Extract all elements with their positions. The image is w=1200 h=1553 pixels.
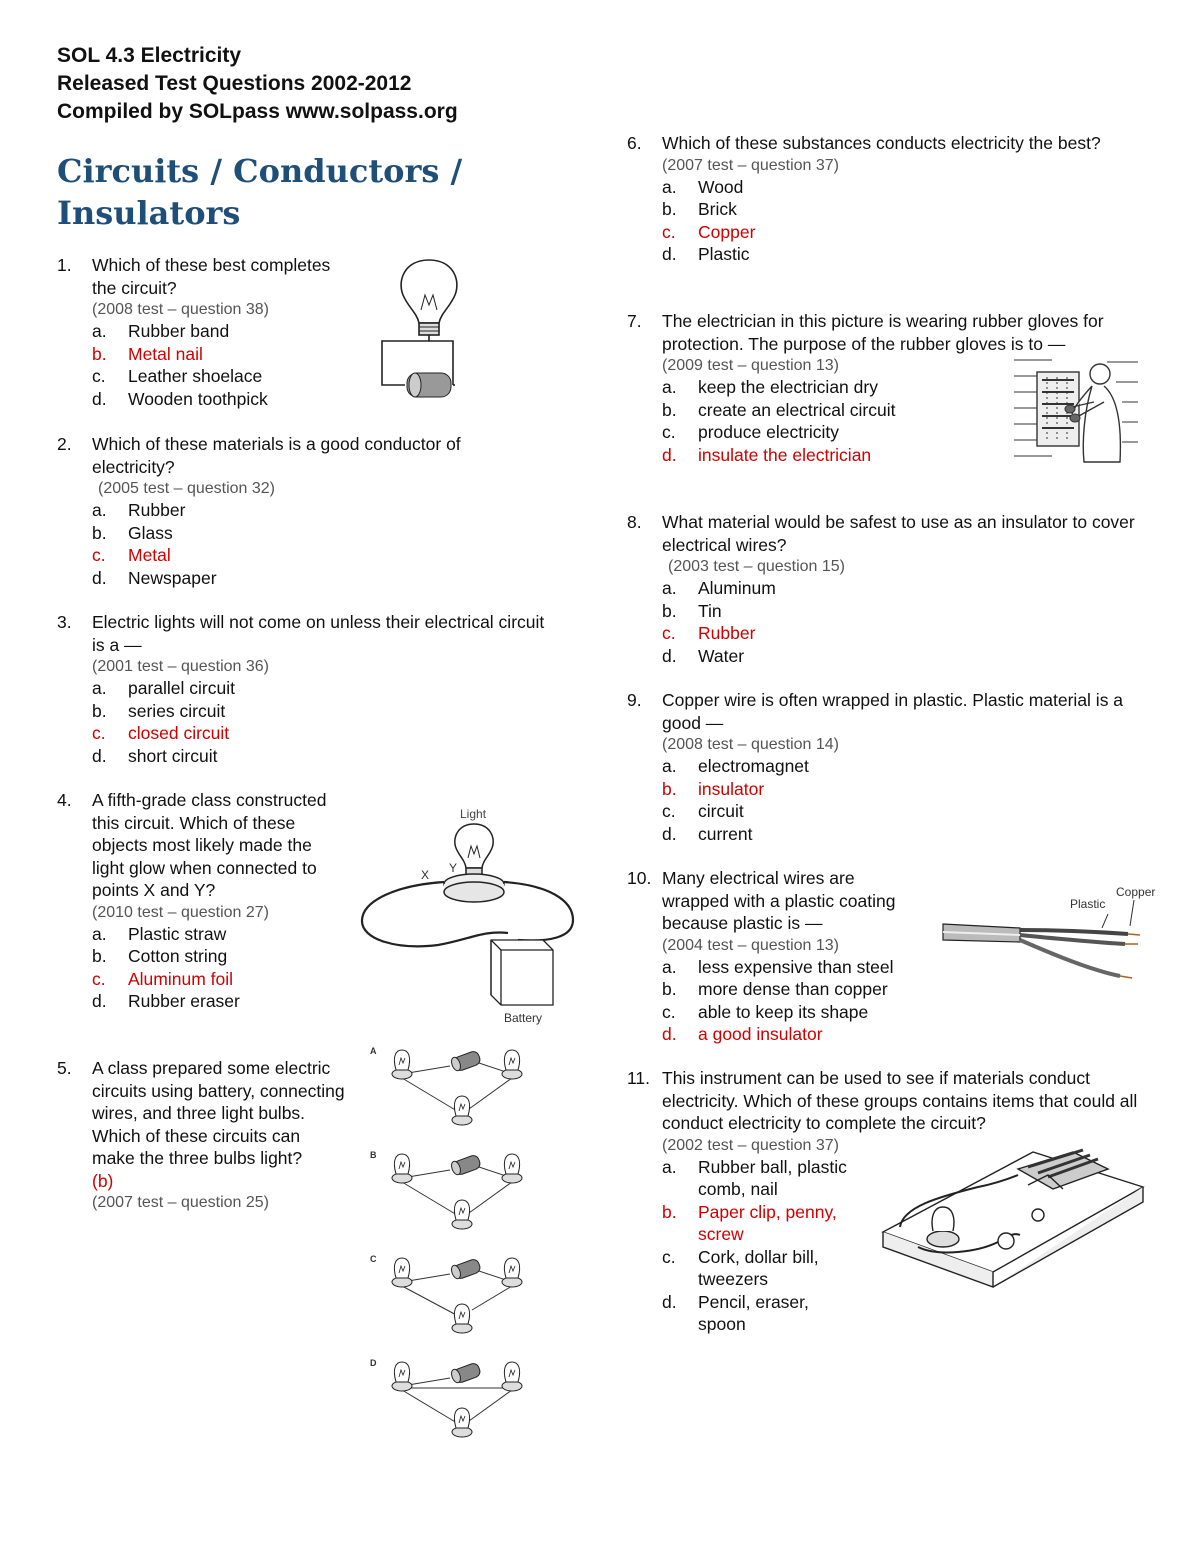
bulb-holder-icon xyxy=(927,1231,959,1247)
question-text: Many electrical wires are wrapped with a plastic coating because plastic is — xyxy=(662,868,896,933)
option-d: d. Pencil, eraser, spoon xyxy=(662,1291,809,1334)
option-d-correct: d. a good insulator xyxy=(662,1024,823,1044)
electrician-figure xyxy=(1012,352,1140,464)
doc-title: SOL 4.3 Electricity xyxy=(57,44,242,67)
option-a: a. Plastic straw xyxy=(92,923,227,944)
section-heading: Circuits / Conductors / Insulators xyxy=(57,152,463,232)
battery-icon xyxy=(491,940,553,1005)
option-a: a. Wood xyxy=(662,176,744,197)
question-8 xyxy=(627,511,1147,667)
option-b: b. Glass xyxy=(92,522,173,543)
option-d-correct: d. insulate the electrician xyxy=(662,444,872,465)
conductivity-tester-figure xyxy=(878,1147,1148,1289)
light-bulb-icon xyxy=(392,1362,412,1391)
question-number: 6. xyxy=(627,133,642,153)
option-a: a. keep the electrician dry xyxy=(662,377,878,397)
insulated-wire-figure xyxy=(940,878,1165,988)
circuit-label: C xyxy=(370,1254,377,1264)
battery-icon xyxy=(450,1050,482,1072)
option-d: d. Rubber eraser xyxy=(92,991,240,1011)
doc-credit: Compiled by SOLpass www.solpass.org xyxy=(57,100,458,123)
question-1 xyxy=(57,254,347,410)
doc-subtitle: Released Test Questions 2002-2012 xyxy=(57,72,412,95)
light-bulb-icon xyxy=(932,1207,954,1231)
option-d: d. Wooden toothpick xyxy=(92,388,268,409)
question-10 xyxy=(627,867,927,1046)
option-b: b. more dense than copper xyxy=(662,979,888,999)
question-text: A fifth-grade class constructed this circuit. Which of these objects most likely made the light glow when connected to points X and Y? xyxy=(92,790,327,900)
question-source: (2007 test – question 37) xyxy=(662,156,840,174)
option-a: a. Rubber xyxy=(92,500,186,520)
point-x-label: X xyxy=(421,868,430,882)
option-c-correct: c. Copper xyxy=(662,221,756,242)
light-bulb-icon xyxy=(452,1200,472,1229)
question-text: What material would be safest to use as an insulator to cover electrical wires? xyxy=(662,512,1135,555)
light-bulb-icon xyxy=(502,1258,522,1287)
circuit-label: D xyxy=(370,1358,377,1368)
rubber-glove-icon xyxy=(1065,405,1075,413)
battery-icon xyxy=(450,1362,482,1384)
rubber-glove-icon xyxy=(1070,414,1080,422)
question-source: (2004 test – question 13) xyxy=(662,936,840,954)
label-pointer-icon xyxy=(1102,900,1134,928)
question-source: (2010 test – question 27) xyxy=(92,903,270,921)
circuit-diagram xyxy=(370,1254,522,1333)
circuit-diagram xyxy=(370,1358,522,1437)
light-bulb-icon xyxy=(392,1258,412,1287)
electrician-head-icon xyxy=(1090,364,1110,384)
circuit-diagram xyxy=(370,1046,522,1125)
point-y-label: Y xyxy=(449,861,458,875)
option-b-correct: b. insulator xyxy=(662,778,765,799)
question-source: (2005 test – question 32) xyxy=(98,480,276,497)
question-number: 3. xyxy=(57,612,72,632)
option-c-correct: c. Metal xyxy=(92,545,171,565)
question-source: (2008 test – question 14) xyxy=(662,736,840,753)
question-source: (2009 test – question 13) xyxy=(662,357,840,374)
option-d: d. Water xyxy=(662,645,745,666)
question-number: 2. xyxy=(57,434,72,454)
light-bulb-icon xyxy=(392,1050,412,1079)
question-text: The electrician in this picture is wearing rubber gloves for protection. The purpose of the rubber gloves is to — xyxy=(662,311,1104,354)
option-b: b. series circuit xyxy=(92,700,226,721)
circuit-label: B xyxy=(370,1150,377,1160)
nail-cylinder-icon xyxy=(407,373,451,397)
circuit-options-figure xyxy=(366,1042,556,1457)
circuit-label: A xyxy=(370,1046,377,1056)
question-text: Which of these best completes the circuit? xyxy=(92,255,331,298)
light-bulb-icon xyxy=(502,1362,522,1391)
option-c: c. produce electricity xyxy=(662,422,840,442)
question-text: Copper wire is often wrapped in plastic. Plastic material is a good — xyxy=(662,690,1124,733)
question-number: 5. xyxy=(57,1058,72,1078)
question-source: (2003 test – question 15) xyxy=(668,558,846,575)
question-source: (2007 test – question 25) xyxy=(92,1194,270,1211)
option-d: d. Plastic xyxy=(662,244,750,264)
question-2 xyxy=(57,433,537,589)
option-b: b. Tin xyxy=(662,600,722,621)
question-number: 10. xyxy=(627,868,652,888)
option-d: d. short circuit xyxy=(92,745,218,766)
question-source: (2008 test – question 38) xyxy=(92,301,270,318)
battery-icon xyxy=(450,1258,482,1280)
question-number: 8. xyxy=(627,512,642,532)
option-b-correct: b. Paper clip, penny, screw xyxy=(662,1201,837,1244)
answer-text: (b) xyxy=(92,1170,114,1191)
light-bulb-icon xyxy=(452,1304,472,1333)
battery-icon xyxy=(450,1154,482,1176)
option-a: a. Aluminum xyxy=(662,578,776,598)
option-c-correct: c. Aluminum foil xyxy=(92,968,234,989)
open-circuit-bulb-figure xyxy=(375,255,490,403)
option-a: a. less expensive than steel xyxy=(662,956,894,977)
option-a: a. Rubber ball, plastic comb, nail xyxy=(662,1156,847,1199)
option-a: a. electromagnet xyxy=(662,756,809,776)
question-number: 7. xyxy=(627,311,642,331)
question-4 xyxy=(57,789,337,1013)
option-c-correct: c. Rubber xyxy=(662,623,756,643)
option-c: c. able to keep its shape xyxy=(662,1001,869,1022)
option-c: c. Leather shoelace xyxy=(92,366,263,386)
option-c-correct: c. closed circuit xyxy=(92,723,230,743)
light-bulb-icon xyxy=(502,1154,522,1183)
light-bulb-icon xyxy=(452,1096,472,1125)
light-label: Light xyxy=(460,807,487,821)
battery-label: Battery xyxy=(504,1011,543,1025)
option-d: d. current xyxy=(662,823,753,844)
question-5 xyxy=(57,1057,347,1213)
option-b: b. Cotton string xyxy=(92,946,228,966)
question-text: Which of these substances conducts electricity the best? xyxy=(662,133,1101,153)
option-d: d. Newspaper xyxy=(92,567,217,588)
option-b-correct: b. Metal nail xyxy=(92,343,203,364)
question-source: (2002 test – question 37) xyxy=(662,1136,840,1154)
circuit-diagram xyxy=(370,1150,522,1229)
question-9 xyxy=(627,689,1147,845)
option-b: b. Brick xyxy=(662,199,737,219)
battery-circuit-figure xyxy=(358,800,578,1030)
light-bulb-icon xyxy=(502,1050,522,1079)
question-number: 1. xyxy=(57,255,72,275)
question-text: Which of these materials is a good conductor of electricity? xyxy=(92,434,461,477)
question-source: (2001 test – question 36) xyxy=(92,658,270,675)
question-text: Electric lights will not come on unless their electrical circuit is a — xyxy=(92,612,545,655)
contact-point-icon xyxy=(998,1233,1014,1249)
question-text: A class prepared some electric circuits using battery, connecting wires, and three light bulbs. Which of these circuits can make the three bulbs light? xyxy=(92,1058,345,1168)
contact-point-icon xyxy=(1032,1209,1044,1221)
copper-label: Copper xyxy=(1116,885,1156,899)
option-a: a. parallel circuit xyxy=(92,678,235,698)
option-c: c. circuit xyxy=(662,801,744,821)
plastic-label: Plastic xyxy=(1070,897,1106,911)
light-bulb-icon xyxy=(452,1408,472,1437)
question-number: 9. xyxy=(627,690,642,710)
question-number: 4. xyxy=(57,790,72,810)
option-b: b. create an electrical circuit xyxy=(662,399,896,420)
light-bulb-icon xyxy=(392,1154,412,1183)
option-c: c. Cork, dollar bill, tweezers xyxy=(662,1246,819,1289)
option-a: a. Rubber band xyxy=(92,321,230,341)
question-number: 11. xyxy=(627,1068,651,1088)
question-3 xyxy=(57,611,557,767)
question-text: This instrument can be used to see if materials conduct electricity. Which of these groups contains items that could all conduct electricity to complete the circuit? xyxy=(662,1068,1138,1133)
question-6 xyxy=(627,132,1147,266)
